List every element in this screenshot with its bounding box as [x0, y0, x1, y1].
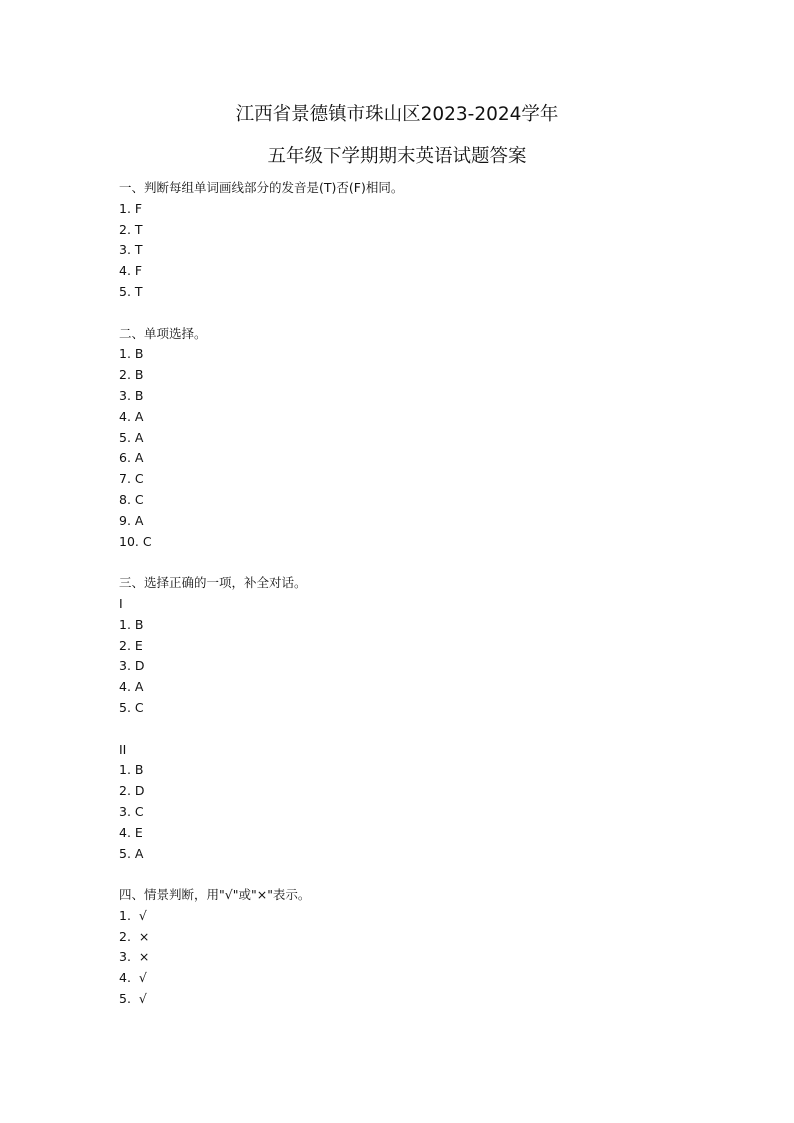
section-1-answer: 2. T [119, 221, 143, 237]
spacer [119, 552, 679, 573]
section-1-answer: 4. F [119, 263, 143, 279]
section-3-part-2-answer: 2. D [119, 783, 145, 799]
section-2-answer: 1. B [119, 346, 144, 362]
section-3-part-1-answer: 3. D [119, 658, 145, 674]
section-2-answer: 5. A [119, 429, 144, 445]
section-3-heading: 三、选择正确的一项，补全对话。 [119, 575, 307, 591]
section-4-answer: 5. √ [119, 991, 147, 1007]
section-2-answer: 8. C [119, 491, 144, 507]
answer-content [119, 178, 679, 1010]
section-3-part-1-answer: 4. A [119, 679, 144, 695]
spacer [119, 719, 679, 740]
spacer [119, 864, 679, 885]
section-3-part-1-answer: 5. C [119, 699, 144, 715]
section-1-answer: 3. T [119, 242, 143, 258]
section-3-part-2-answer: 1. B [119, 762, 144, 778]
document-title-line-1: 江西省景德镇市珠山区2023-2024学年 [235, 104, 559, 125]
section-3-part-1-label: I [119, 595, 123, 611]
section-2-answer: 9. A [119, 512, 144, 528]
section-1-answer: 1. F [119, 200, 143, 216]
section-2-answer: 10. C [119, 533, 152, 549]
section-1-answer: 5. T [119, 283, 143, 299]
section-2-answer: 7. C [119, 471, 144, 487]
section-2-heading: 二、单项选择。 [119, 325, 207, 341]
section-1-heading: 一、判断每组单词画线部分的发音是(T)否(F)相同。 [119, 180, 404, 195]
section-3-part-2-answer: 3. C [119, 803, 144, 819]
section-3-part-1-answer: 2. E [119, 637, 143, 653]
section-4-answer: 1. √ [119, 907, 147, 923]
section-3-part-2-answer: 4. E [119, 824, 143, 840]
section-2-answer: 2. B [119, 367, 144, 383]
section-2-answer: 4. A [119, 408, 144, 424]
section-4-answer: 3. × [119, 949, 150, 965]
section-4-heading: 四、情景判断，用"√"或"×"表示。 [119, 887, 311, 903]
section-4-answer: 4. √ [119, 970, 147, 986]
spacer [119, 303, 679, 324]
document-title-line-2: 五年级下学期期末英语试题答案 [267, 146, 527, 167]
section-4-answer: 2. × [119, 928, 150, 944]
section-2-answer: 6. A [119, 450, 144, 466]
section-2-answer: 3. B [119, 387, 144, 403]
section-3-part-1-answer: 1. B [119, 616, 144, 632]
section-3-part-2-label: II [119, 741, 127, 757]
section-3-part-2-answer: 5. A [119, 845, 144, 861]
